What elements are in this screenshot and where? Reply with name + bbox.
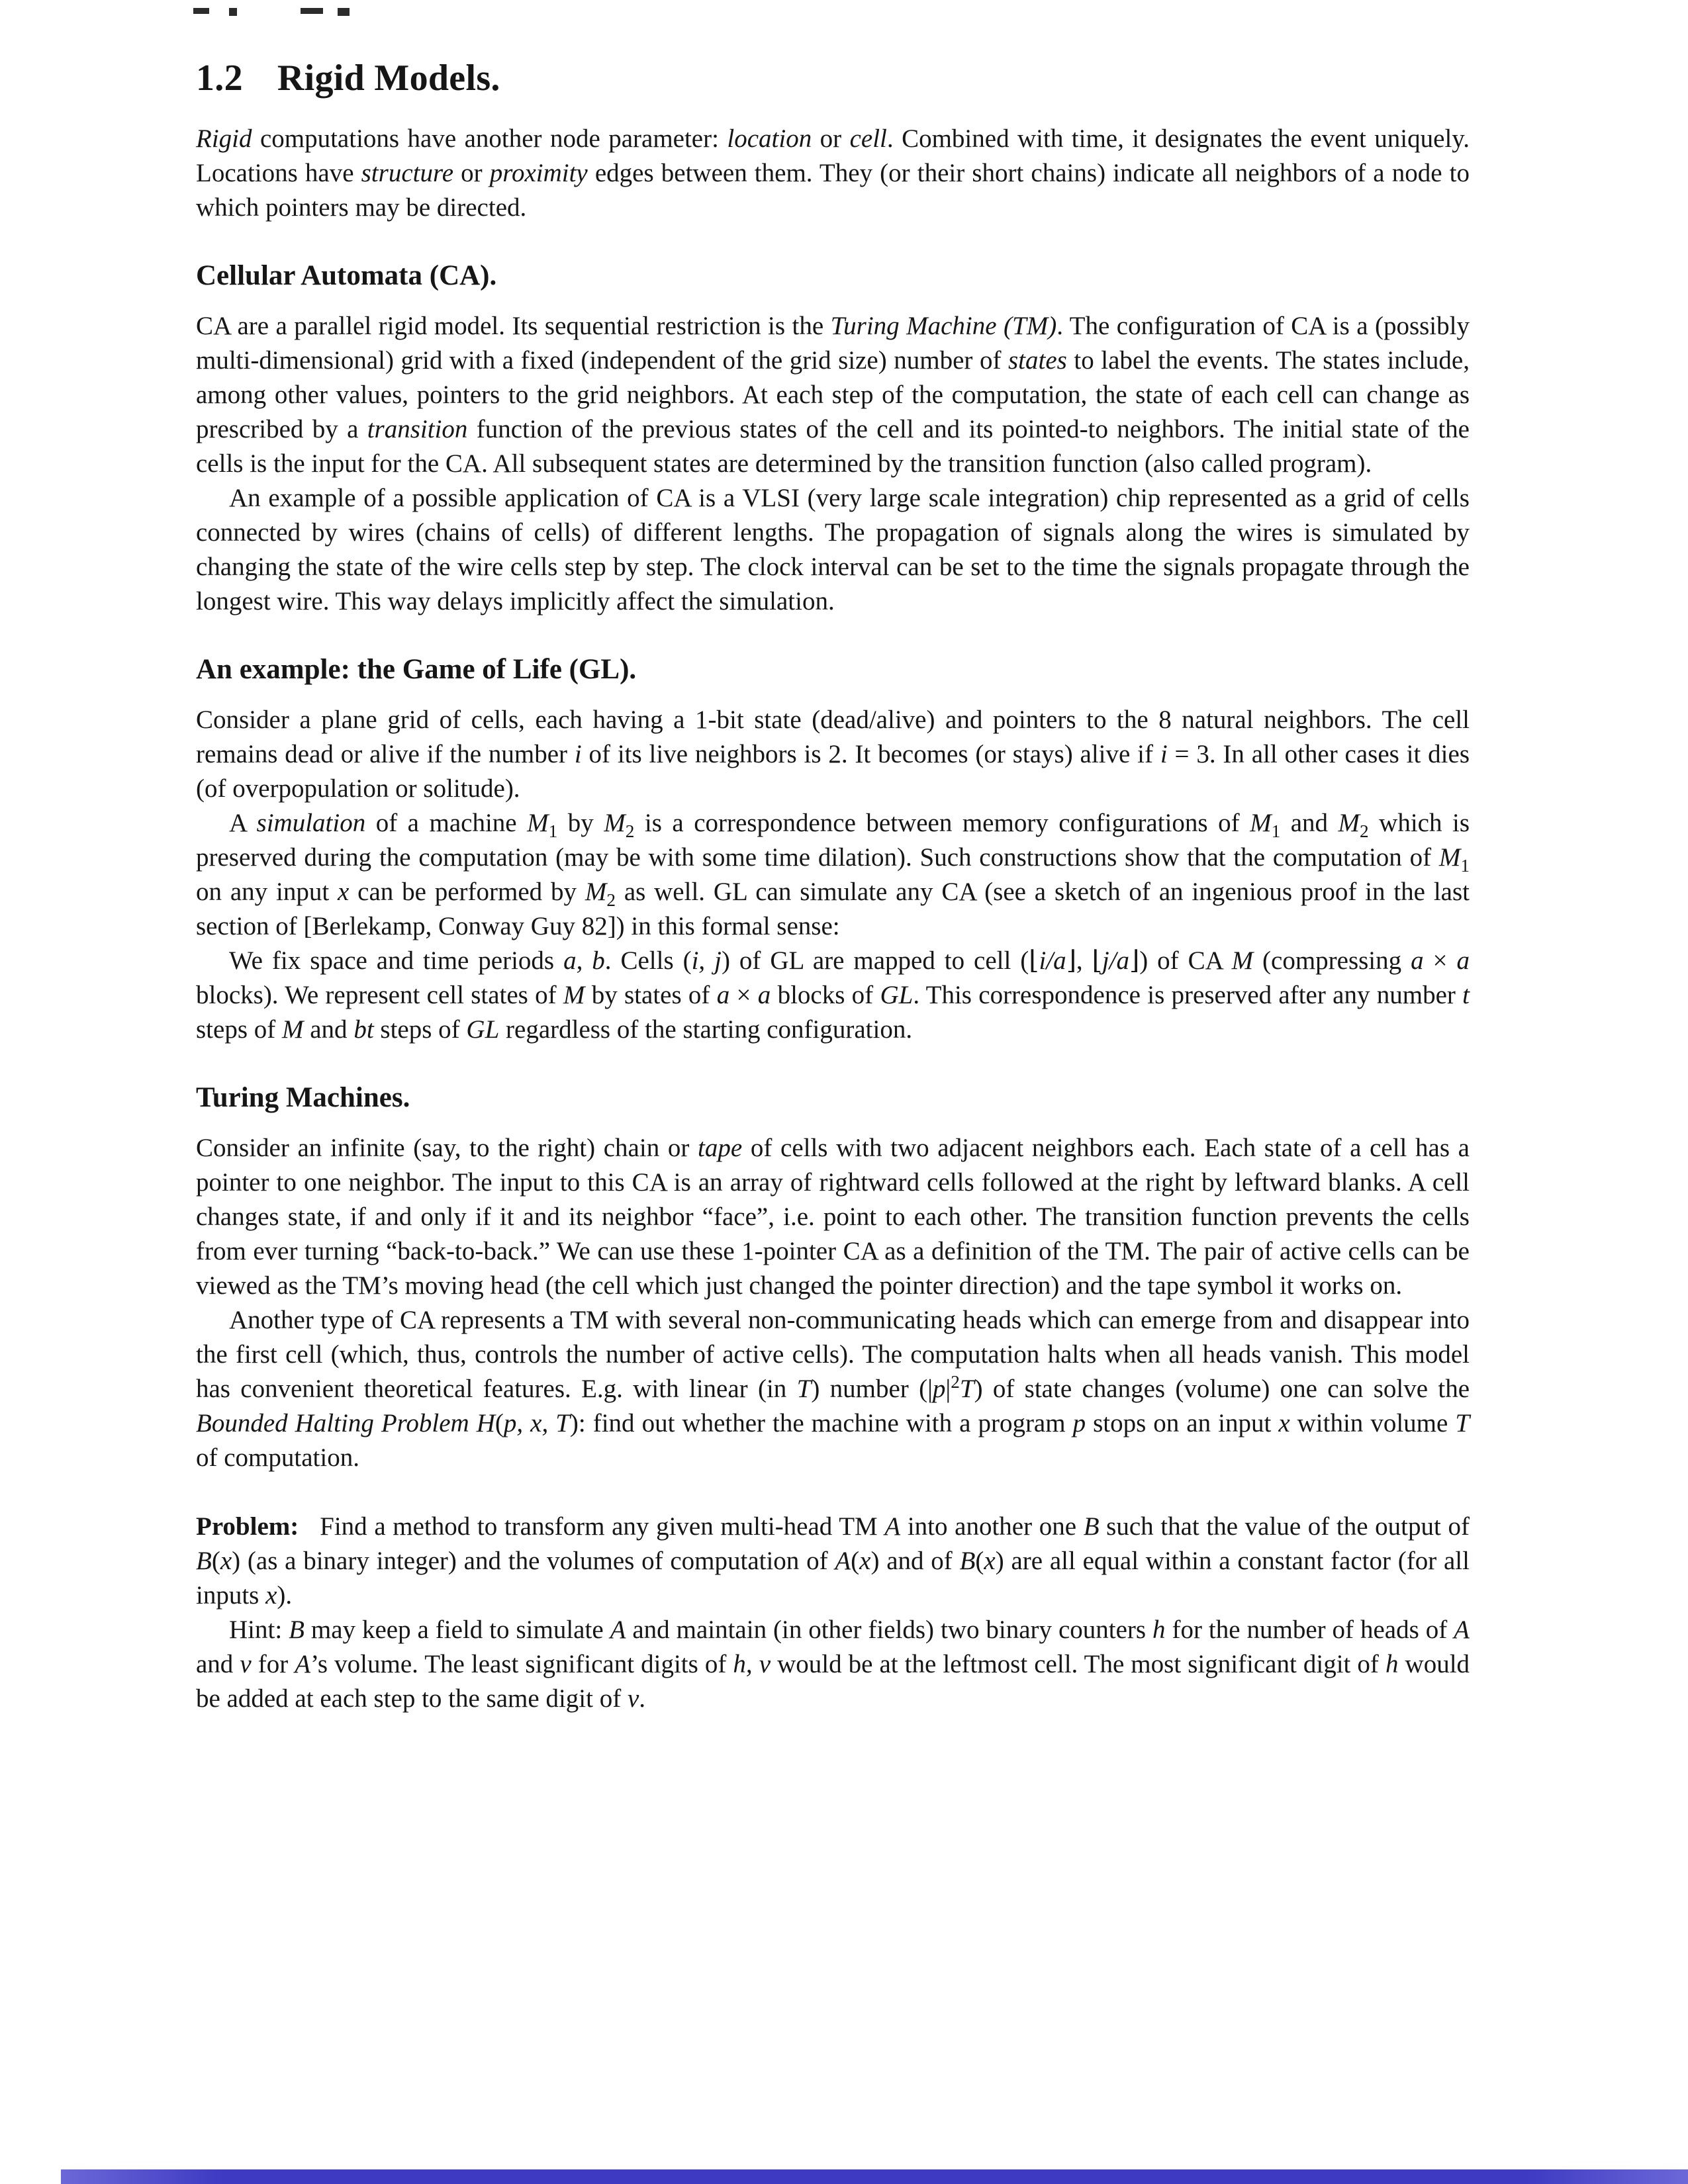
italic-text-run: Bounded Halting Problem	[196, 1409, 469, 1437]
text-run: ’s volume. The least significant digits of	[310, 1650, 733, 1678]
text-run: .	[639, 1684, 645, 1713]
text-run: ) number (|	[811, 1375, 933, 1403]
section-problem	[196, 1510, 1470, 1716]
text-run: can be performed by	[349, 878, 585, 906]
text-run: of a machine	[365, 809, 528, 837]
italic-text-run: A	[610, 1615, 626, 1644]
text-run: (	[211, 1547, 220, 1575]
text-run: of computation.	[196, 1443, 359, 1472]
text-run: . Cells (	[604, 946, 692, 975]
heading-rigid-models	[196, 57, 1470, 99]
italic-text-run: h	[1385, 1650, 1399, 1678]
italic-text-run: x	[1278, 1409, 1290, 1437]
text-run: ) (as a binary integer) and the volumes of computation of	[232, 1547, 835, 1575]
text-run: would be at the leftmost cell. The most significant digit of	[771, 1650, 1385, 1678]
heading-game-of-life	[196, 653, 1470, 686]
subscript-text-run: 2	[1360, 821, 1369, 841]
paragraph	[196, 1510, 1470, 1613]
italic-text-run: transition	[367, 415, 468, 443]
text-run: A	[229, 809, 257, 837]
text-run: such that the value of the output of	[1099, 1512, 1470, 1541]
italic-text-run: p	[932, 1375, 946, 1403]
italic-text-run: M	[1250, 809, 1272, 837]
text-run: Hint:	[229, 1615, 289, 1644]
italic-text-run: B	[959, 1547, 976, 1575]
italic-text-run: states	[1008, 346, 1067, 375]
text-run: Another type of CA represents a TM with several non-communicating heads which can emerge from and disappear into the first cell (which, thus, controls the number of active cells). The computation halts when all heads vanish. This model has convenient theoretical features. E.g. with linear (in	[196, 1306, 1470, 1403]
heading-text: Turing Machines.	[196, 1082, 410, 1113]
italic-text-run: Rigid	[196, 124, 252, 153]
text-run: of cells with two adjacent neighbors each. Each state of a cell has a pointer to one neighbor. The input to this CA is an array of rightward cells followed at the right by leftward blanks. A cell changes state, if and only if it and its neighbor “face”, i.e. point to each other. The transition function prevents the cells from ever turning “back-to-back.” We can use these 1-pointer CA as a definition of the TM. The pair of active cells can be viewed as the TM’s moving head (the cell which just changed the pointer direction) and the tape symbol it works on.	[196, 1134, 1470, 1300]
heading-number: 1.2	[196, 58, 243, 99]
italic-text-run: M	[604, 809, 626, 837]
text-run: blocks of	[771, 981, 880, 1009]
bottom-blue-bar	[61, 2169, 1688, 2184]
text-run: . The configuration of CA is a (possibly multi-dimensional) grid with a fixed (independent of the grid size) number of	[196, 312, 1470, 375]
paragraph	[196, 1303, 1470, 1475]
italic-text-run: a	[1411, 946, 1424, 975]
text-run	[469, 1409, 477, 1437]
section-turing-machines	[196, 1081, 1470, 1475]
italic-text-run: Turing Machine (TM)	[830, 312, 1057, 340]
text-run: (compressing	[1253, 946, 1411, 975]
text-run: function of the previous states of the cell and its pointed-to neighbors. The initial state of the cells is the input for the CA. All subsequent states are determined by the transition function (also called program).	[196, 415, 1470, 478]
text-run: on any input	[196, 878, 338, 906]
text-run: steps of	[373, 1015, 467, 1044]
text-run: ).	[277, 1581, 293, 1610]
text-run: (	[851, 1547, 860, 1575]
italic-text-run: A	[295, 1650, 311, 1678]
italic-text-run: i	[1160, 740, 1168, 768]
italic-text-run: M	[282, 1015, 304, 1044]
text-run: and	[196, 1650, 240, 1678]
italic-text-run: M	[585, 878, 607, 906]
text-run: (	[494, 1409, 504, 1437]
text-run: for the number of heads of	[1165, 1615, 1454, 1644]
italic-text-run: h, v	[733, 1650, 771, 1678]
text-run: ) are all equal within a constant factor (for all inputs	[196, 1547, 1470, 1610]
text-run: stops on an input	[1086, 1409, 1279, 1437]
paragraph	[196, 1131, 1470, 1303]
subscript-text-run: 1	[1271, 821, 1281, 841]
italic-text-run: v	[627, 1684, 639, 1713]
paragraph	[196, 309, 1470, 481]
text-run: ⌋) of CA	[1129, 946, 1232, 975]
text-run: ) and of	[870, 1547, 960, 1575]
text-run: which is preserved during the computation (may be with some time dilation). Such constructions show that the computation of	[196, 809, 1470, 872]
italic-text-run: structure	[361, 159, 454, 187]
italic-text-run: x	[265, 1581, 277, 1610]
text-run: is a correspondence between memory configurations of	[634, 809, 1250, 837]
text-run: ) of GL are mapped to cell (⌊	[721, 946, 1039, 975]
heading-text: An example: the Game of Life (GL).	[196, 654, 637, 685]
paragraph	[196, 481, 1470, 619]
text-run: (	[975, 1547, 984, 1575]
italic-text-run: x	[859, 1547, 871, 1575]
text-run: of its live neighbors is 2. It becomes (or stays) alive if	[581, 740, 1160, 768]
text-run: Find a method to transform any given multi-head TM	[299, 1512, 885, 1541]
italic-text-run: M	[1231, 946, 1254, 975]
text-run: edges between them. They (or their short chains) indicate all neighbors of a node to which pointers may be directed.	[196, 159, 1470, 222]
subscript-text-run: 1	[1460, 855, 1470, 876]
italic-text-run: B	[196, 1547, 212, 1575]
italic-text-run: M	[1438, 843, 1461, 872]
text-run: CA are a parallel rigid model. Its sequential restriction is the	[196, 312, 831, 340]
italic-text-run: j/a	[1102, 946, 1129, 975]
text-run: ⌋, ⌊	[1066, 946, 1102, 975]
text-run: Consider an infinite (say, to the right) chain or	[196, 1134, 698, 1162]
paragraph	[196, 703, 1470, 806]
text-run: and	[1280, 809, 1338, 837]
text-run: regardless of the starting configuration.	[499, 1015, 913, 1044]
text-run: We fix space and time periods	[229, 946, 564, 975]
italic-text-run: i	[574, 740, 582, 768]
text-run: for	[251, 1650, 295, 1678]
text-run: = 3. In all other cases it dies (of overpopulation or solitude).	[196, 740, 1470, 803]
bold-text-run: Problem:	[196, 1512, 299, 1541]
text-run: ) of state changes (volume) one can solve the	[974, 1375, 1470, 1403]
text-run: by states of	[585, 981, 717, 1009]
italic-text-run: a	[716, 981, 730, 1009]
text-run: and	[303, 1015, 354, 1044]
italic-text-run: GL	[466, 1015, 500, 1044]
italic-text-run: T	[1455, 1409, 1470, 1437]
text-run: ×	[1423, 946, 1457, 975]
italic-text-run: M	[1338, 809, 1360, 837]
italic-text-run: a	[1456, 946, 1470, 975]
italic-text-run: tape	[698, 1134, 743, 1162]
text-run: may keep a field to simulate	[304, 1615, 610, 1644]
italic-text-run: T	[959, 1375, 974, 1403]
italic-text-run: i, j	[691, 946, 722, 975]
text-run: or	[453, 159, 490, 187]
italic-text-run: p	[1072, 1409, 1086, 1437]
italic-text-run: location	[727, 124, 812, 153]
document-content	[196, 0, 1470, 1716]
section-game-of-life	[196, 653, 1470, 1047]
italic-text-run: simulation	[256, 809, 366, 837]
italic-text-run: A	[1454, 1615, 1470, 1644]
italic-text-run: i/a	[1039, 946, 1066, 975]
paragraph	[196, 122, 1470, 225]
italic-text-run: h	[1152, 1615, 1166, 1644]
italic-text-run: T	[796, 1375, 812, 1403]
italic-text-run: x	[984, 1547, 996, 1575]
text-run: or	[812, 124, 850, 153]
italic-text-run: p, x, T	[503, 1409, 570, 1437]
text-run: to label the events. The states include, among other values, pointers to the grid neighbors. At each step of the computation, the state of each cell can change as prescribed by a	[196, 346, 1470, 443]
italic-text-run: B	[289, 1615, 305, 1644]
subscript-text-run: 2	[625, 821, 635, 841]
section-cellular-automata	[196, 259, 1470, 619]
paragraph	[196, 1613, 1470, 1716]
text-run: |	[945, 1375, 951, 1403]
text-run: by	[557, 809, 604, 837]
section-rigid-models	[196, 57, 1470, 225]
italic-text-run: bt	[353, 1015, 374, 1044]
italic-text-run: H	[476, 1409, 495, 1437]
subscript-text-run: 2	[606, 889, 616, 910]
italic-text-run: cell	[849, 124, 887, 153]
text-run: An example of a possible application of CA is a VLSI (very large scale integration) chip represented as a grid of cells connected by wires (chains of cells) of different lengths. The propagation of signals along the wires is simulated by changing the state of the wire cells step by step. The clock interval can be set to the time the signals propagate through the longest wire. This way delays implicitly affect the simulation.	[196, 484, 1470, 615]
text-run: within volume	[1289, 1409, 1456, 1437]
italic-text-run: x	[337, 878, 350, 906]
heading-cellular-automata	[196, 259, 1470, 292]
italic-text-run: x	[220, 1547, 232, 1575]
italic-text-run: B	[1083, 1512, 1100, 1541]
italic-text-run: GL	[880, 981, 914, 1009]
text-run: would be added at each step to the same digit of	[196, 1650, 1470, 1713]
text-run: Consider a plane grid of cells, each having a 1-bit state (dead/alive) and pointers to the 8 natural neighbors. The cell remains dead or alive if the number	[196, 705, 1470, 768]
text-run: . Combined with time, it designates the event uniquely. Locations have	[196, 124, 1470, 187]
text-run: as well. GL can simulate any CA (see a sketch of an ingenious proof in the last section of [Berlekamp, Conway Guy 82]) in this formal sense:	[196, 878, 1470, 940]
heading-text: Rigid Models.	[277, 58, 500, 99]
text-run: blocks). We represent cell states of	[196, 981, 563, 1009]
text-run: computations have another node parameter:	[252, 124, 727, 153]
text-run: into another one	[900, 1512, 1084, 1541]
italic-text-run: a	[757, 981, 771, 1009]
italic-text-run: M	[563, 981, 585, 1009]
italic-text-run: t	[1462, 981, 1470, 1009]
italic-text-run: v	[240, 1650, 252, 1678]
subscript-text-run: 1	[548, 821, 558, 841]
italic-text-run: M	[527, 809, 549, 837]
heading-text: Cellular Automata (CA).	[196, 260, 497, 291]
text-run: steps of	[196, 1015, 282, 1044]
italic-text-run: A	[835, 1547, 851, 1575]
text-run: ×	[729, 981, 758, 1009]
paragraph	[196, 944, 1470, 1047]
superscript-text-run: 2	[951, 1372, 960, 1392]
text-run: ): find out whether the machine with a program	[569, 1409, 1073, 1437]
paragraph	[196, 806, 1470, 944]
heading-turing-machines	[196, 1081, 1470, 1114]
italic-text-run: A	[884, 1512, 901, 1541]
italic-text-run: proximity	[489, 159, 588, 187]
text-run: . This correspondence is preserved after any number	[913, 981, 1463, 1009]
italic-text-run: a, b	[563, 946, 605, 975]
text-run: and maintain (in other fields) two binary counters	[626, 1615, 1153, 1644]
